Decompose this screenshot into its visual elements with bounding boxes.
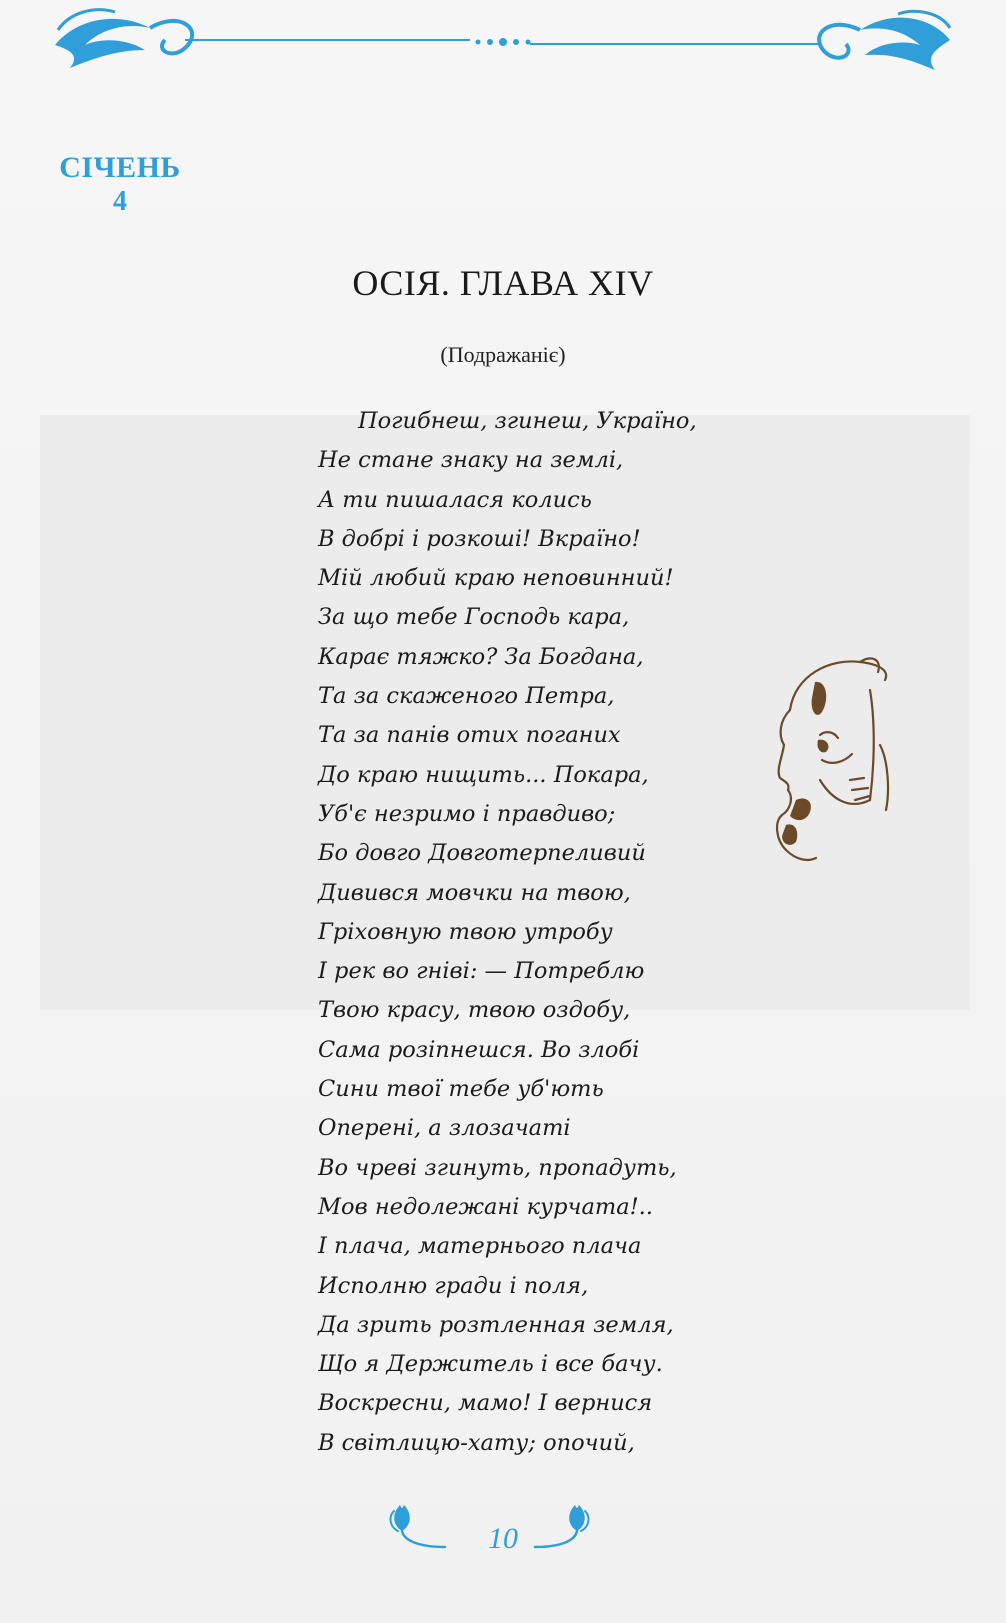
sketch-portrait bbox=[760, 650, 920, 900]
poem-line: Твою красу, твою оздобу, bbox=[318, 997, 631, 1024]
poem-line: Воскресни, мамо! І вернися bbox=[318, 1390, 653, 1417]
poem-line: І плача, матернього плача bbox=[318, 1233, 642, 1260]
date-heading bbox=[40, 150, 200, 218]
poem-line: Уб'є незримо і правдиво; bbox=[318, 800, 616, 827]
floral-ornament-icon bbox=[0, 0, 1006, 90]
poem-line: Оперені, а злозачаті bbox=[318, 1115, 571, 1142]
poem-line: Бо довго Довготерпеливий bbox=[318, 840, 646, 867]
poem-line: Погибнеш, згинеш, Україно, bbox=[358, 408, 697, 434]
page-number: 10 bbox=[488, 1522, 518, 1555]
poem-line: Та за панів отих поганих bbox=[318, 722, 621, 749]
poem-line: Мій любий краю неповинний! bbox=[318, 565, 674, 592]
poem-line: Во чреві згинуть, пропадуть, bbox=[318, 1154, 677, 1181]
poem-line: Исполню гради і поля, bbox=[318, 1272, 589, 1299]
poem-line: І рек во гніві: — Потреблю bbox=[318, 958, 645, 985]
poem-line: Сама розіпнешся. Во злобі bbox=[318, 1036, 640, 1063]
poem-line: Що я Держитель і все бачу. bbox=[318, 1351, 663, 1378]
poem-line: А ти пишалася колись bbox=[318, 486, 592, 513]
poem-line: За що тебе Господь кара, bbox=[318, 604, 630, 631]
poem-line: В добрі і розкоші! Вкраїно! bbox=[318, 525, 641, 552]
poem-body bbox=[318, 402, 778, 1463]
poem-line: Мов недолежані курчата!.. bbox=[318, 1193, 653, 1220]
poem-title: ОСІЯ. ГЛАВА XIV bbox=[352, 263, 654, 303]
poem-line: Дивився мовчки на твою, bbox=[318, 879, 631, 906]
poem-line: До краю нищить... Покара, bbox=[318, 761, 649, 788]
month-label: СІЧЕНЬ bbox=[59, 151, 181, 184]
poem-line: Не стане знаку на землі, bbox=[318, 447, 624, 474]
poem-line: В світлицю-хату; опочий, bbox=[318, 1429, 635, 1456]
poem-line: Да зрить розтленная земля, bbox=[318, 1311, 674, 1338]
poem-line: Гріховную твою утробу bbox=[318, 918, 613, 945]
poem-subtitle: (Подражаніє) bbox=[440, 342, 566, 367]
poem-line: Сини твої тебе уб'ють bbox=[318, 1076, 604, 1103]
poem-line: Карає тяжко? За Богдана, bbox=[318, 643, 644, 670]
day-number: 4 bbox=[113, 186, 127, 217]
poem-line: Та за скаженого Петра, bbox=[318, 683, 615, 710]
